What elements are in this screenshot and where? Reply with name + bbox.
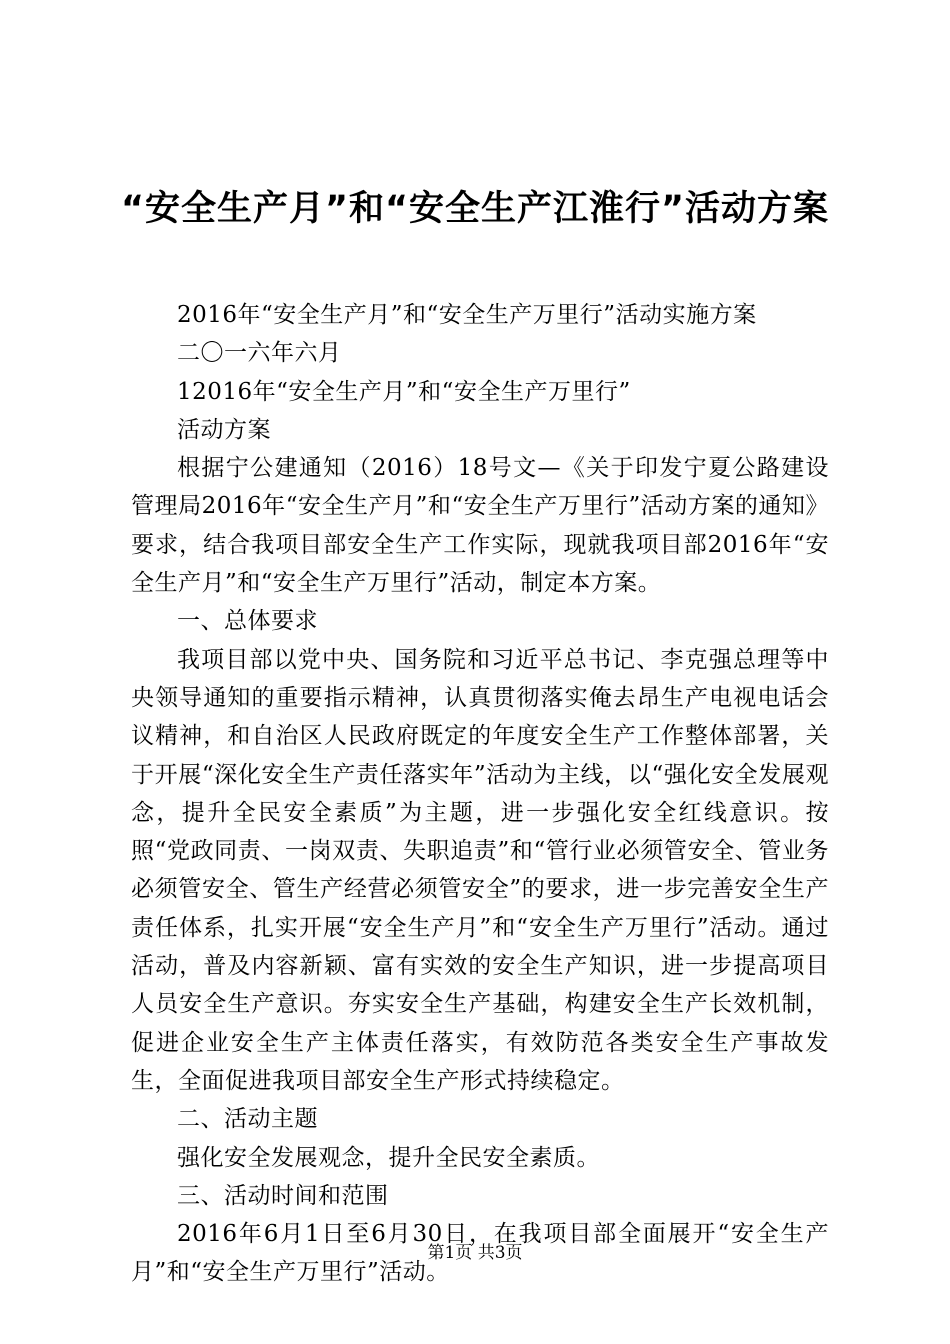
page-footer: 第1页 共3页 [427, 1243, 523, 1263]
paragraph-time-scope: 2016年6月1日至6月30日，在我项目部全面展开“安全生产月”和“安全生产万里行”活动。 [131, 1221, 829, 1286]
paragraph-general: 我项目部以党中央、国务院和习近平总书记、李克强总理等中央领导通知的重要指示精神，认真贯彻落实俺去昂生产电视电话会议精神，和自治区人民政府既定的年度安全生产工作整体部署，关于开展“深化安全生产责任落实年”活动为主线，以“强化安全发展观念，提升全民安全素质”为主题，进一步强化安全红线意识。按照“党政同责、一岗双责、失职追责”和“管行业必须管安全、管业务必须管安全、管生产经营必须管安全”的要求，进一步完善安全生产责任体系，扎实开展“安全生产月”和“安全生产万里行”活动。通过活动，普及内容新颖、富有实效的安全生产知识，进一步提高项目人员安全生产意识。夯实安全生产基础，构建安全生产长效机制，促进企业安全生产主体责任落实，有效防范各类安全生产事故发生，全面促进我项目部安全生产形式持续稳定。 [131, 646, 829, 1094]
document-body [131, 296, 829, 1292]
paragraph-heading-line: 12016年“安全生产月”和“安全生产万里行” [177, 378, 631, 405]
paragraph-theme: 强化安全发展观念，提升全民安全素质。 [177, 1144, 600, 1171]
paragraph-plan-label: 活动方案 [177, 416, 271, 443]
section-heading-time-scope: 三、活动时间和范围 [177, 1182, 389, 1209]
paragraph-date: 二〇一六年六月 [177, 340, 342, 367]
document-title: “安全生产月”和“安全生产江淮行”活动方案 [120, 189, 829, 229]
paragraph-intro: 根据宁公建通知（2016）18号文—《关于印发宁夏公路建设管理局2016年“安全生产月”和“安全生产万里行”活动方案的通知》要求，结合我项目部安全生产工作实际，现就我项目部2016年“安全生产月”和“安全生产万里行”活动，制定本方案。 [131, 455, 829, 597]
paragraph-subtitle: 2016年“安全生产月”和“安全生产万里行”活动实施方案 [177, 302, 757, 328]
section-heading-theme: 二、活动主题 [177, 1106, 318, 1133]
section-heading-general: 一、总体要求 [177, 608, 318, 635]
